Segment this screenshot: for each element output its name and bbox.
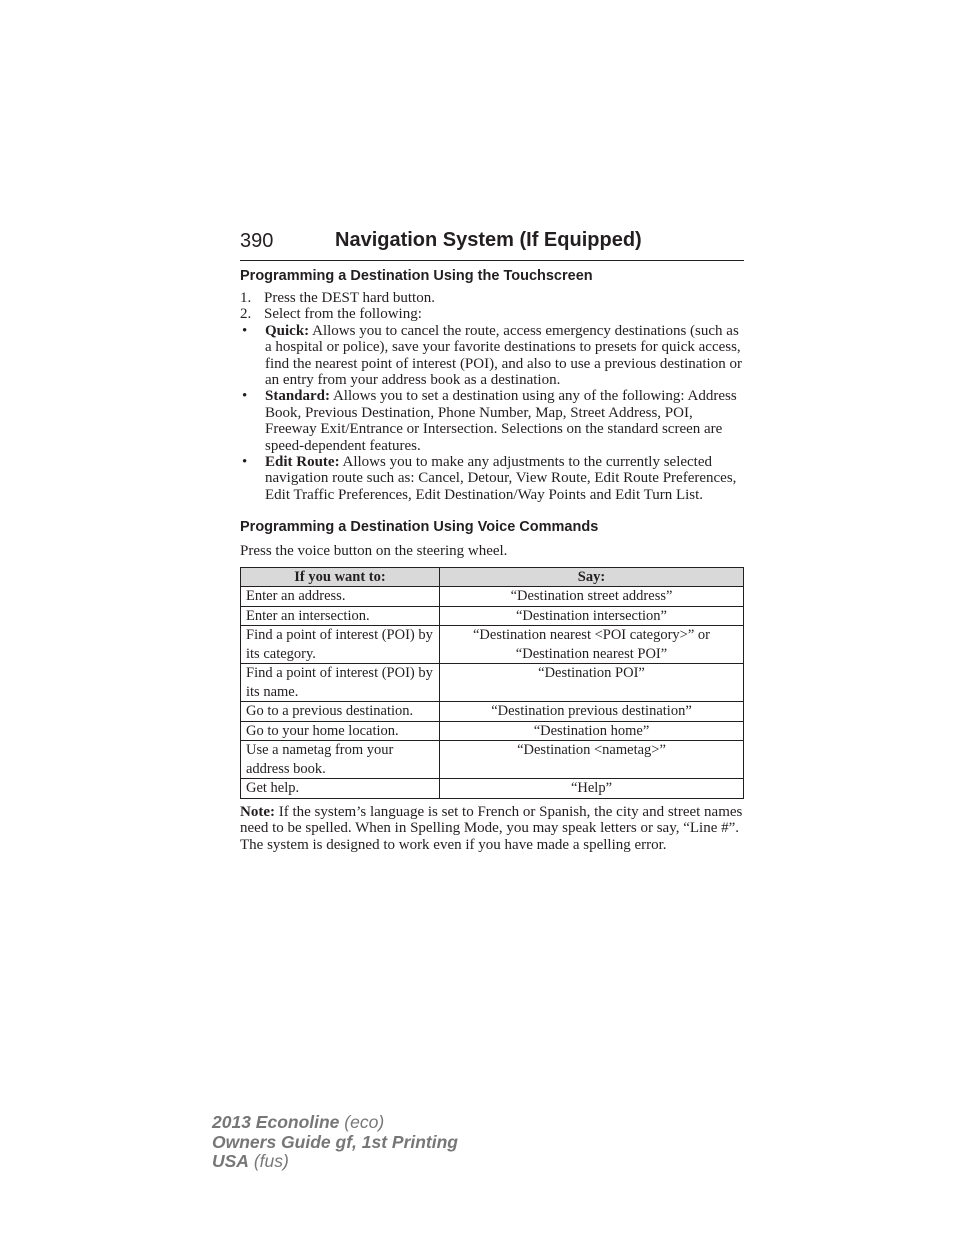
table-row: Enter an intersection. “Destination intersection” bbox=[241, 606, 744, 626]
table-row: Enter an address. “Destination street address” bbox=[241, 587, 744, 607]
list-item: 2. Select from the following: bbox=[240, 306, 422, 323]
note-paragraph: Note: If the system’s language is set to French or Spanish, the city and street names need to be spelled. When in Spelling Mode, you may speak letters or say, “Line #”. The system is designed to work even if you have made a spelling error. bbox=[240, 803, 743, 853]
page-number: 390 bbox=[240, 230, 274, 252]
list-item: • Standard: Allows you to set a destination using any of the following: Address Book, Previous Destination, Phone Number, Map, Street Address, POI, Freeway Exit/Entrance or Intersection. Selections on the standard screen are speed-dependent features. bbox=[242, 388, 737, 454]
list-item: 1. Press the DEST hard button. bbox=[240, 290, 435, 306]
list-item: • Quick: Allows you to cancel the route, access emergency destinations (such as a hospital or police), save your favorite destinations to presets for quick access, find the nearest point of interest (POI), and also to use a previous destination or an entry from your address book as a destination. bbox=[242, 322, 742, 389]
table-row: Go to a previous destination. “Destination previous destination” bbox=[241, 702, 744, 722]
page-footer: 2013 Econoline (eco) Owners Guide gf, 1st Printing USA (fus) bbox=[212, 1112, 458, 1171]
footer-region: USA bbox=[212, 1151, 249, 1171]
footer-model: 2013 Econoline bbox=[212, 1112, 340, 1132]
chapter-title: Navigation System (If Equipped) bbox=[335, 229, 642, 251]
intro-text: Press the voice button on the steering wheel. bbox=[240, 543, 508, 560]
page-header bbox=[240, 228, 744, 261]
bullet-icon: • bbox=[242, 322, 248, 339]
section-heading-touchscreen: Programming a Destination Using the Touchscreen bbox=[240, 268, 593, 284]
steps-list bbox=[240, 290, 744, 323]
section-heading-voice: Programming a Destination Using Voice Commands bbox=[240, 519, 599, 536]
bullet-icon: • bbox=[242, 388, 248, 405]
table-row: Go to your home location. “Destination home” bbox=[241, 721, 744, 741]
table-row: Use a nametag from your address book. “Destination <nametag>” bbox=[241, 741, 744, 779]
table-row: Get help. “Help” bbox=[241, 779, 744, 799]
list-item: • Edit Route: Allows you to make any adjustments to the currently selected navigation route such as: Cancel, Detour, View Route, Edit Route Preferences, Edit Traffic Preferences, Edit Destination/Way Points and Edit Turn List. bbox=[242, 454, 737, 503]
table-row: Find a point of interest (POI) by its category. “Destination nearest <POI category>” or “Destination nearest POI” bbox=[241, 626, 744, 664]
voice-commands-table bbox=[240, 567, 744, 799]
table-header-row bbox=[241, 567, 744, 587]
footer-guide: Owners Guide gf, 1st Printing bbox=[212, 1131, 458, 1152]
page-content bbox=[240, 266, 744, 853]
table-row: Find a point of interest (POI) by its name. “Destination POI” bbox=[241, 664, 744, 702]
column-header: If you want to: bbox=[241, 567, 440, 587]
column-header: Say: bbox=[440, 567, 744, 587]
options-list bbox=[240, 323, 744, 503]
bullet-icon: • bbox=[242, 454, 248, 471]
